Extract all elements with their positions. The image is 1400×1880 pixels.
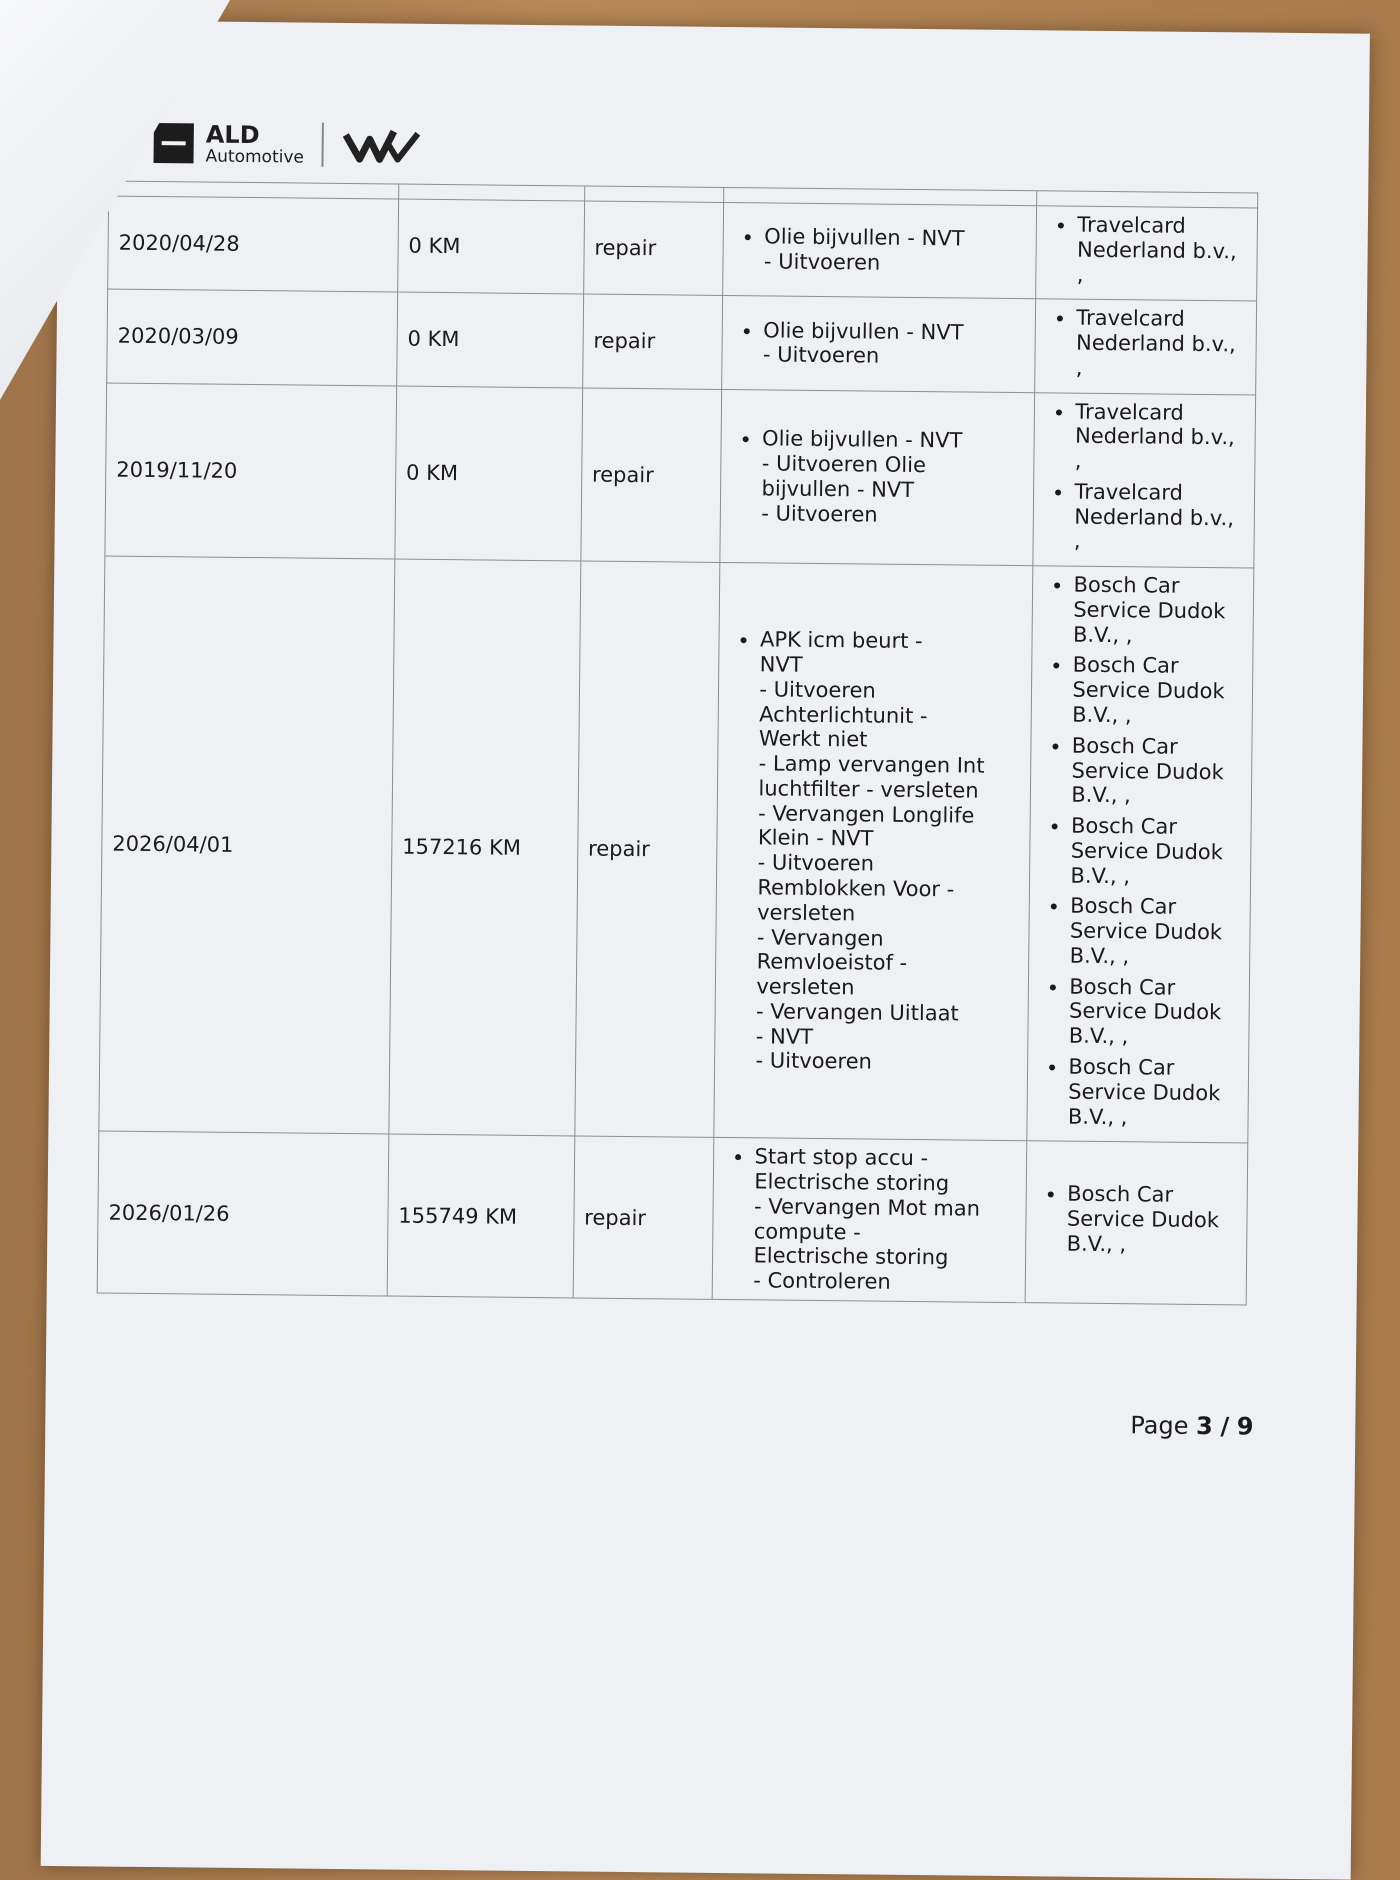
vendor-list <box>1046 306 1246 382</box>
row-vendor-cell <box>1033 392 1255 568</box>
row-date: 2026/04/01 <box>99 556 395 1134</box>
description-list <box>725 627 1022 1076</box>
vendor-item: • Bosch Car Service Dudok B.V., , <box>1070 814 1240 890</box>
page-total: 9 <box>1236 1412 1254 1441</box>
description-list <box>723 1144 1016 1296</box>
vendor-item: • Travelcard Nederland b.v., , <box>1076 306 1246 382</box>
logo-divider <box>322 123 324 167</box>
row-description-cell <box>722 296 1036 393</box>
vendor-item: • Bosch Car Service Dudok B.V., , <box>1069 974 1239 1050</box>
description-list <box>734 224 1026 277</box>
row-mileage: 0 KM <box>397 292 584 387</box>
page-number <box>1130 1411 1253 1440</box>
table-row <box>108 196 1258 301</box>
description-item: • Olie bijvullen - NVT - Uitvoeren <box>764 225 1026 277</box>
vendor-item: • Bosch Car Service Dudok B.V., , <box>1067 1182 1237 1258</box>
vendor-item: • Travelcard Nederland b.v., , <box>1077 213 1247 289</box>
row-vendor-cell <box>1027 566 1254 1143</box>
row-vendor-cell <box>1026 1141 1248 1305</box>
vendor-item: • Bosch Car Service Dudok B.V., , <box>1071 733 1241 809</box>
description-item: • APK icm beurt - NVT - Uitvoeren Achterlichtunit - Werkt niet - Lamp vervangen Int luchtfilter - versleten - Vervangen Longlife Klein - NVT - Uitvoeren Remblokken Voor - versleten - Vervangen Remvloeistof - versleten - Vervangen Uitlaat - NVT - Uitvoeren <box>755 628 1022 1076</box>
ald-logo-text <box>205 122 304 166</box>
table-row <box>99 556 1254 1143</box>
row-mileage: 0 KM <box>395 386 583 562</box>
row-type: repair <box>573 1136 714 1299</box>
row-description-cell <box>713 1138 1028 1303</box>
row-description-cell <box>720 389 1035 566</box>
vendor-item: • Bosch Car Service Dudok B.V., , <box>1072 653 1242 729</box>
row-type: repair <box>581 388 723 563</box>
logo-subtitle: Automotive <box>205 146 305 168</box>
description-item: • Start stop accu - Electrische storing - Vervangen Mot man compute - Electrische storing - Controleren <box>753 1145 1016 1296</box>
vendor-item: • Bosch Car Service Dudok B.V., , <box>1070 894 1240 970</box>
row-description-cell <box>723 202 1037 299</box>
row-mileage: 157216 KM <box>389 559 581 1136</box>
row-date: 2020/04/28 <box>108 196 399 292</box>
description-list <box>731 426 1024 528</box>
vendor-list <box>1038 573 1243 1131</box>
table-row <box>107 289 1257 394</box>
vendor-list <box>1037 1182 1237 1258</box>
row-vendor-cell <box>1035 299 1257 395</box>
ald-logo-icon <box>154 123 194 163</box>
row-mileage: 155749 KM <box>387 1134 575 1298</box>
vendor-item: • Travelcard Nederland b.v., , <box>1075 399 1245 475</box>
vendor-list <box>1047 212 1247 288</box>
table-row <box>97 1131 1248 1305</box>
row-date: 2020/03/09 <box>107 289 398 385</box>
row-type: repair <box>583 201 724 296</box>
row-date: 2026/01/26 <box>97 1131 389 1296</box>
description-item: • Olie bijvullen - NVT - Uitvoeren Olie bijvullen - NVT - Uitvoeren <box>761 427 1024 529</box>
row-type: repair <box>582 294 723 389</box>
row-description-cell <box>714 563 1033 1141</box>
document-page <box>41 20 1370 1880</box>
document-header <box>153 121 422 168</box>
vendor-item: • Bosch Car Service Dudok B.V., , <box>1073 573 1243 649</box>
row-date: 2019/11/20 <box>105 383 397 560</box>
vendor-list <box>1044 399 1245 556</box>
brand-mark-icon <box>342 123 422 168</box>
table-row <box>105 383 1256 569</box>
vendor-item: • Travelcard Nederland b.v., , <box>1074 480 1244 556</box>
vendor-item: • Bosch Car Service Dudok B.V., , <box>1068 1055 1238 1131</box>
row-type: repair <box>575 561 721 1138</box>
page-label: Page <box>1130 1411 1189 1440</box>
page-current: 3 <box>1195 1411 1213 1441</box>
description-item: • Olie bijvullen - NVT - Uitvoeren <box>763 318 1025 370</box>
page-separator: / <box>1220 1412 1230 1441</box>
description-list <box>733 318 1025 371</box>
service-history-table <box>97 181 1259 1306</box>
row-mileage: 0 KM <box>398 199 585 294</box>
row-vendor-cell <box>1036 206 1258 302</box>
logo-title: ALD <box>205 120 260 149</box>
